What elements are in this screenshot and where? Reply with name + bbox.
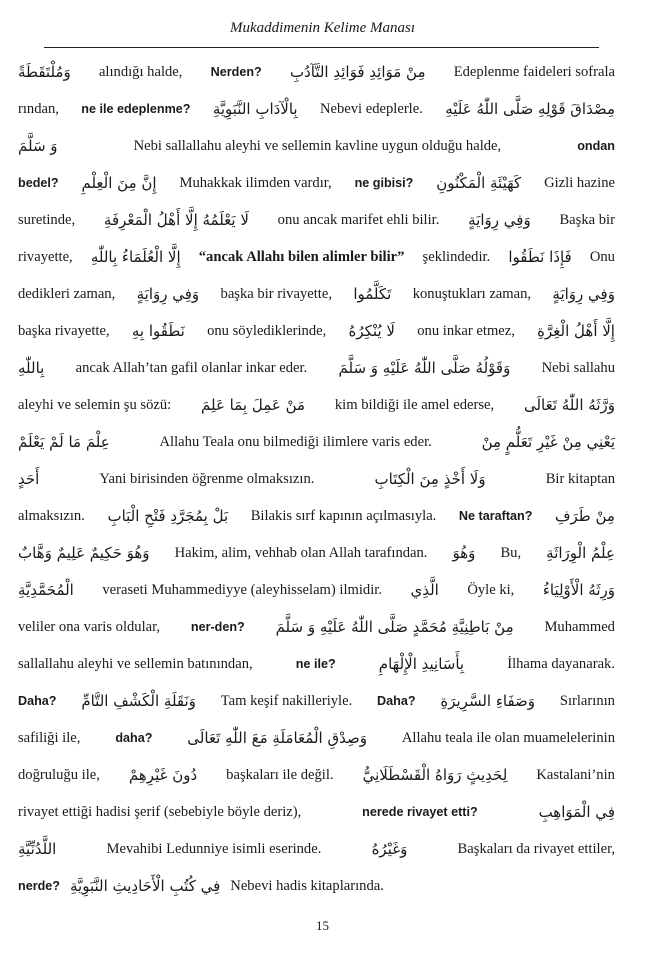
turkish-text: Nebi sallahu: [541, 360, 615, 376]
question-prompt: ondan: [577, 139, 615, 153]
arabic-phrase: اللَّدُنِّيَّةِ: [18, 840, 57, 858]
arabic-phrase: وَنَقَلَةِ الْكَشْفِ التَّامِّ: [81, 692, 196, 710]
turkish-text: doğruluğu ile,: [18, 767, 100, 783]
arabic-phrase: عِلْمَ مَا لَمْ يَعْلَمْ: [18, 433, 110, 451]
text-line: [18, 128, 615, 165]
text-line: [18, 350, 615, 387]
text-line: [18, 794, 615, 831]
turkish-text: veraseti Muhammediyye (aleyhisselam) ilmidir.: [102, 582, 382, 598]
text-line: [18, 757, 615, 794]
turkish-text: rivayette,: [18, 249, 73, 265]
turkish-text: onu ancak marifet ehli bilir.: [277, 212, 440, 228]
turkish-text: alındığı halde,: [98, 64, 183, 80]
turkish-text: dedikleri zaman,: [18, 286, 116, 302]
arabic-phrase: فَإِذَا نَطَقُوا: [508, 248, 572, 266]
arabic-phrase: لَا يُنْكِرُهُ: [348, 322, 395, 340]
arabic-phrase: يَعْنِي مِنْ غَيْرِ تَعَلُّمٍ مِنْ: [481, 433, 615, 451]
arabic-phrase: لِحَدِيثٍ رَوَاهُ الْقَسْطَلَانِيُّ: [362, 766, 508, 784]
question-prompt: Daha?: [18, 694, 57, 708]
arabic-phrase: وَغَيْرُهُ: [371, 840, 408, 858]
running-title: Mukaddimenin Kelime Manası: [230, 20, 415, 36]
turkish-text: Mevahibi Ledunniye isimli eserinde.: [106, 841, 322, 857]
arabic-phrase: وَفِي رِوَايَةٍ: [552, 285, 615, 303]
text-line: [18, 276, 615, 313]
question-prompt: Nerden?: [210, 65, 262, 79]
question-prompt: bedel?: [18, 176, 59, 190]
turkish-text: safiliği ile,: [18, 730, 81, 746]
arabic-phrase: الْمُحَمَّدِيَّةِ: [18, 581, 74, 599]
arabic-phrase: عِلْمُ الْوِرَاثَةِ: [546, 544, 615, 562]
question-prompt: nerede rivayet etti?: [362, 805, 478, 819]
turkish-text: Öyle ki,: [467, 582, 515, 598]
text-line: [18, 91, 615, 128]
turkish-text: konuştukları zaman,: [412, 286, 532, 302]
turkish-text: Başka bir: [559, 212, 615, 228]
turkish-text: Muhakkak ilimden vardır,: [179, 175, 332, 191]
body-text: [18, 54, 615, 905]
turkish-text: Gizli hazine: [544, 175, 615, 191]
text-line: [18, 239, 615, 276]
arabic-phrase: الَّذِي: [410, 581, 439, 599]
turkish-text: başka rivayette,: [18, 323, 110, 339]
arabic-phrase: إِلَّا الْعُلَمَاءُ بِاللّٰهِ: [90, 248, 181, 266]
turkish-text: Bir kitaptan: [545, 471, 615, 487]
arabic-phrase: وَلَا أَخْذٍ مِنَ الْكِتَابِ: [374, 470, 486, 488]
arabic-phrase: وَفِي رِوَايَةٍ: [468, 211, 531, 229]
arabic-phrase: وَصِدْقِ الْمُعَامَلَةِ مَعَ اللّٰهِ تَعَالَى: [187, 729, 367, 747]
arabic-phrase: فِي كُتُبِ الْأَحَادِيثِ النَّبَوِيَّةِ: [70, 877, 221, 895]
turkish-text: rivayet ettiği hadisi şerif (sebebiyle böyle deriz),: [18, 804, 302, 820]
turkish-text: sallallahu aleyhi ve sellemin batınından,: [18, 656, 253, 672]
arabic-phrase: مَنْ عَمِلَ بِمَا عَلِمَ: [201, 396, 306, 414]
turkish-text: Bu,: [500, 545, 522, 561]
text-line: [18, 535, 615, 572]
arabic-phrase: وَ سَلَّمَ: [18, 137, 58, 155]
turkish-text: şeklindedir.: [422, 249, 491, 265]
turkish-text: kim bildiği ile amel ederse,: [334, 397, 495, 413]
turkish-text: Nebevi hadis kitaplarında.: [230, 878, 384, 894]
text-line: [18, 165, 615, 202]
question-prompt: ne gibisi?: [354, 176, 414, 190]
turkish-text: Bilakis sırf kapının açılmasıyla.: [250, 508, 437, 524]
turkish-text: Onu: [589, 249, 615, 265]
text-line: [18, 54, 615, 91]
turkish-text: aleyhi ve selemin şu sözü:: [18, 397, 172, 413]
turkish-text: onu inkar etmez,: [417, 323, 515, 339]
arabic-phrase: إِنَّ مِنَ الْعِلْمِ: [81, 174, 157, 192]
turkish-text: almaksızın.: [18, 508, 85, 524]
text-line: [18, 461, 615, 498]
turkish-text: Yani birisinden öğrenme olmaksızın.: [99, 471, 315, 487]
arabic-phrase: بِالْآدَابِ النَّبَوِيَّةِ: [212, 100, 298, 118]
arabic-phrase: وَصَفَاءِ السَّرِيرَةِ: [440, 692, 536, 710]
arabic-phrase: وَهُوَ حَكِيمٌ عَلِيمٌ وَهَّابٌ: [18, 544, 150, 562]
arabic-phrase: وَرِثَهُ الْأَوْلِيَاءُ: [542, 581, 615, 599]
bold-quote: “ancak Allahı bilen alimler bilir”: [198, 249, 405, 265]
text-line: [18, 609, 615, 646]
question-prompt: ne ile?: [295, 657, 336, 671]
arabic-phrase: تَكَلَّمُوا: [353, 285, 392, 303]
text-line: [18, 831, 615, 868]
turkish-text: Allahu Teala onu bilmediği ilimlere varis eder.: [159, 434, 432, 450]
arabic-phrase: مِنْ بَاطِنِيَّةِ مُحَمَّدٍ صَلَّى اللّٰهُ عَلَيْهِ وَ سَلَّمَ: [275, 618, 514, 636]
text-line: [18, 498, 615, 535]
page-number: 15: [316, 918, 329, 933]
turkish-text: Kastalani’nin: [536, 767, 615, 783]
question-prompt: Ne taraftan?: [458, 509, 533, 523]
turkish-text: rından,: [18, 101, 59, 117]
arabic-phrase: وَقَوْلُهُ صَلَّى اللّٰهُ عَلَيْهِ وَ سَلَّمَ: [338, 359, 511, 377]
turkish-text: Muhammed: [544, 619, 615, 635]
turkish-text: İlhama dayanarak.: [507, 656, 615, 672]
arabic-phrase: بِاللّٰهِ: [18, 359, 45, 377]
turkish-text: Sırlarının: [559, 693, 615, 709]
text-line: [18, 646, 615, 683]
text-line: [18, 572, 615, 609]
arabic-phrase: مِنْ مَوَائِدِ فَوَائِدِ التَّآدُبِ: [289, 63, 426, 81]
arabic-phrase: وَرَّثَهُ اللّٰهُ تَعَالَى: [523, 396, 615, 414]
text-line: [18, 313, 615, 350]
turkish-text: başka bir rivayette,: [220, 286, 332, 302]
turkish-text: Tam keşif nakilleriyle.: [220, 693, 353, 709]
arabic-phrase: أَحَدٍ: [18, 470, 40, 488]
turkish-text: Nebevi edeplerle.: [319, 101, 423, 117]
turkish-text: onu söylediklerinde,: [207, 323, 327, 339]
arabic-phrase: بَلْ بِمُجَرَّدِ فَتْحِ الْبَابِ: [107, 507, 229, 525]
arabic-phrase: لَا يَعْلَمُهُ إِلَّا أَهْلُ الْمَعْرِفَةِ: [103, 211, 249, 229]
arabic-phrase: نَطَقُوا بِهِ: [131, 322, 185, 340]
text-line: [18, 424, 615, 461]
arabic-phrase: فِي الْمَوَاهِبِ: [538, 803, 615, 821]
header-rule: [44, 47, 599, 48]
question-prompt: daha?: [115, 731, 153, 745]
text-line: [18, 868, 615, 905]
turkish-text: suretinde,: [18, 212, 76, 228]
turkish-text: ancak Allah’tan gafil olanlar inkar eder.: [75, 360, 308, 376]
turkish-text: Hakim, alim, vehhab olan Allah tarafından.: [174, 545, 428, 561]
arabic-phrase: كَهَيْئَةِ الْمَكْنُونِ: [436, 174, 522, 192]
arabic-phrase: وَفِي رِوَايَةٍ: [136, 285, 200, 303]
arabic-phrase: وَمُلْتَقَطَةً: [18, 63, 71, 81]
text-line: [18, 683, 615, 720]
turkish-text: Nebi sallallahu aleyhi ve sellemin kavline uygun olduğu halde,: [133, 138, 502, 154]
arabic-phrase: وَهُوَ: [452, 544, 476, 562]
turkish-text: Allahu teala ile olan muamelelerinin: [401, 730, 615, 746]
text-line: [18, 387, 615, 424]
turkish-text: başkaları ile değil.: [226, 767, 334, 783]
question-prompt: Daha?: [377, 694, 416, 708]
arabic-phrase: إِلَّا أَهْلُ الْغِرَّةِ: [537, 322, 615, 340]
question-prompt: nerde?: [18, 879, 60, 893]
turkish-text: veliler ona varis oldular,: [18, 619, 161, 635]
question-prompt: ne ile edeplenme?: [81, 102, 191, 116]
arabic-phrase: بِأَسَانِيدِ الْإِلْهَامِ: [378, 655, 465, 673]
text-line: [18, 720, 615, 757]
arabic-phrase: دُونَ غَيْرِهِمْ: [128, 766, 198, 784]
arabic-phrase: مِصْدَاقَ قَوْلِهِ صَلَّى اللّٰهُ عَلَيْهِ: [445, 100, 615, 118]
arabic-phrase: مِنْ طَرَفِ: [554, 507, 615, 525]
turkish-text: Başkaları da rivayet ettiler,: [457, 841, 615, 857]
turkish-text: Edeplenme faideleri sofrala: [453, 64, 615, 80]
question-prompt: ner-den?: [190, 620, 245, 634]
text-line: [18, 202, 615, 239]
